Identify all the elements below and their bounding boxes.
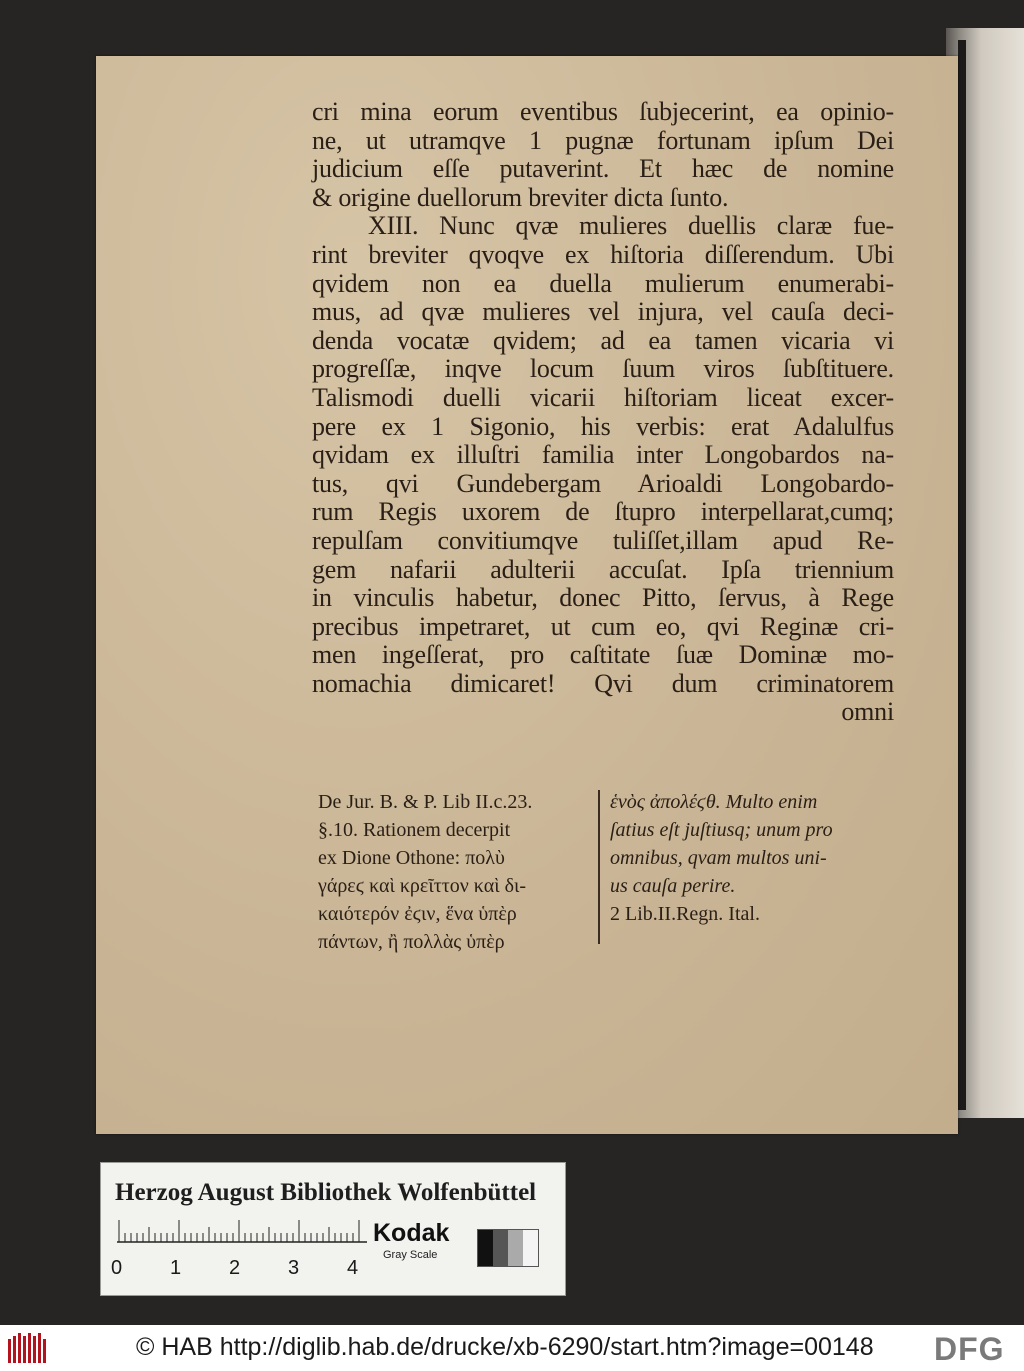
footnote-line <box>610 900 898 928</box>
footnote-text: omnibus, qvam multos uni- <box>610 847 827 869</box>
text-line: omni <box>841 697 894 727</box>
text-line: qvidem non ea duella mulierum enumerabi- <box>312 268 894 298</box>
gray-swatches <box>477 1229 539 1267</box>
text-line: Talismodi duelli vicarii hiſtoriam liceat excer- <box>312 382 894 412</box>
footnote-line <box>610 816 898 844</box>
footnote-line: πάντων, ἢ πολλὰς ὑπὲρ <box>318 931 505 953</box>
footnote-line: γάρεϛ καὶ κρεῖττον καὶ δι- <box>318 875 527 897</box>
ruler-label: 0 <box>111 1257 123 1279</box>
text-line: & origine duellorum breviter dicta ſunto. <box>312 182 729 212</box>
footnote-text: us cauſa perire. <box>610 875 736 897</box>
ruler-label: 3 <box>288 1257 300 1279</box>
footnote-right-column <box>610 788 898 928</box>
text-line: gem nafarii adulterii accuſat. Ipſa triennium <box>312 554 894 584</box>
text-line: pere ex 1 Sigonio, his verbis: erat Adalulfus <box>312 411 894 441</box>
footnote-divider <box>598 790 600 944</box>
footnote-line: καιότερόν ἐϛιν, ἕνα ὑπὲρ <box>318 903 517 925</box>
footnote-line: De Jur. B. & P. Lib II.c.23. <box>318 791 533 813</box>
footnote-line <box>610 788 898 816</box>
library-name: Herzog August Bibliothek Wolfenbüttel <box>115 1179 537 1206</box>
text-line: cri mina eorum eventibus ſubjecerint, ea opinio- <box>312 97 894 126</box>
ruler-label: 2 <box>229 1257 241 1279</box>
text-line: repulſam convitiumqve tuliſſet,illam apud Re- <box>312 525 894 555</box>
footnote-text: Lib.II.Regn. Ital. <box>625 903 760 925</box>
dfg-logo: DFG <box>934 1331 1005 1367</box>
text-line: precibus impetraret, ut cum eo, qvi Reginæ cri- <box>312 611 894 641</box>
kodak-logo: Kodak <box>373 1219 450 1247</box>
text-line: progreſſæ, inqve locum ſuum viros ſubſtituere. <box>312 354 894 384</box>
text-line: in vinculis habetur, donec Pitto, ſervus, à Rege <box>312 583 894 613</box>
gray-scale-label: Gray Scale <box>383 1249 438 1261</box>
ruler-label: 4 <box>347 1257 359 1279</box>
color-calibration-strip <box>100 1162 566 1296</box>
footnote-line <box>610 844 898 872</box>
ruler-labels <box>111 1257 371 1281</box>
text-line: ne, ut utramqve 1 pugnæ fortunam ipſum Dei <box>312 125 894 155</box>
hab-logo-icon <box>8 1333 48 1363</box>
footnote-left-column <box>318 788 590 956</box>
text-line: denda vocatæ qvidem; ad ea tamen vicaria vi <box>312 325 894 355</box>
text-line: XIII. Nunc qvæ mulieres duellis claræ fue- <box>368 211 894 241</box>
ruler-label: 1 <box>170 1257 182 1279</box>
footnotes <box>318 788 898 953</box>
text-line: nomachia dimicaret! Qvi dum criminatorem <box>312 668 894 698</box>
text-line: rum Regis uxorem de ſtupro interpellarat,cumq; <box>312 497 894 527</box>
gray-swatch <box>523 1230 538 1266</box>
gray-swatch <box>493 1230 508 1266</box>
footnote-text: ἑνὸς ἀπολέϛθ. Multo enim <box>610 791 818 813</box>
main-text-block <box>312 98 894 727</box>
ruler-scale <box>117 1219 367 1243</box>
footer-bar <box>0 1325 1024 1371</box>
text-line: tus, qvi Gundebergam Arioaldi Longobardo- <box>312 468 894 498</box>
footnote-line: §.10. Rationem decerpit <box>318 819 511 841</box>
footnote-text: ſatius eſt juſtiusq; unum pro <box>610 819 833 841</box>
footnote-line <box>610 872 898 900</box>
page-gutter-shadow <box>958 40 966 1110</box>
source-url[interactable]: © HAB http://diglib.hab.de/drucke/xb-6290/start.htm?image=00148 <box>136 1333 874 1361</box>
gray-swatch <box>508 1230 523 1266</box>
text-line: rint breviter qvoqve ex hiſtoria diſſerendum. Ubi <box>312 239 894 269</box>
text-line: judicium eſſe putaverint. Et hæc de nomine <box>312 154 894 184</box>
footnote-line: ex Dione Othone: πολὺ <box>318 847 505 869</box>
gray-swatch <box>478 1230 493 1266</box>
text-line: qvidam ex illuſtri familia inter Longobardos na- <box>312 440 894 470</box>
text-line: men ingeſſerat, pro caſtitate ſuæ Dominæ mo- <box>312 640 894 670</box>
text-line: mus, ad qvæ mulieres vel injura, vel cauſa deci- <box>312 297 894 327</box>
footnote-number: 2 <box>610 903 620 925</box>
